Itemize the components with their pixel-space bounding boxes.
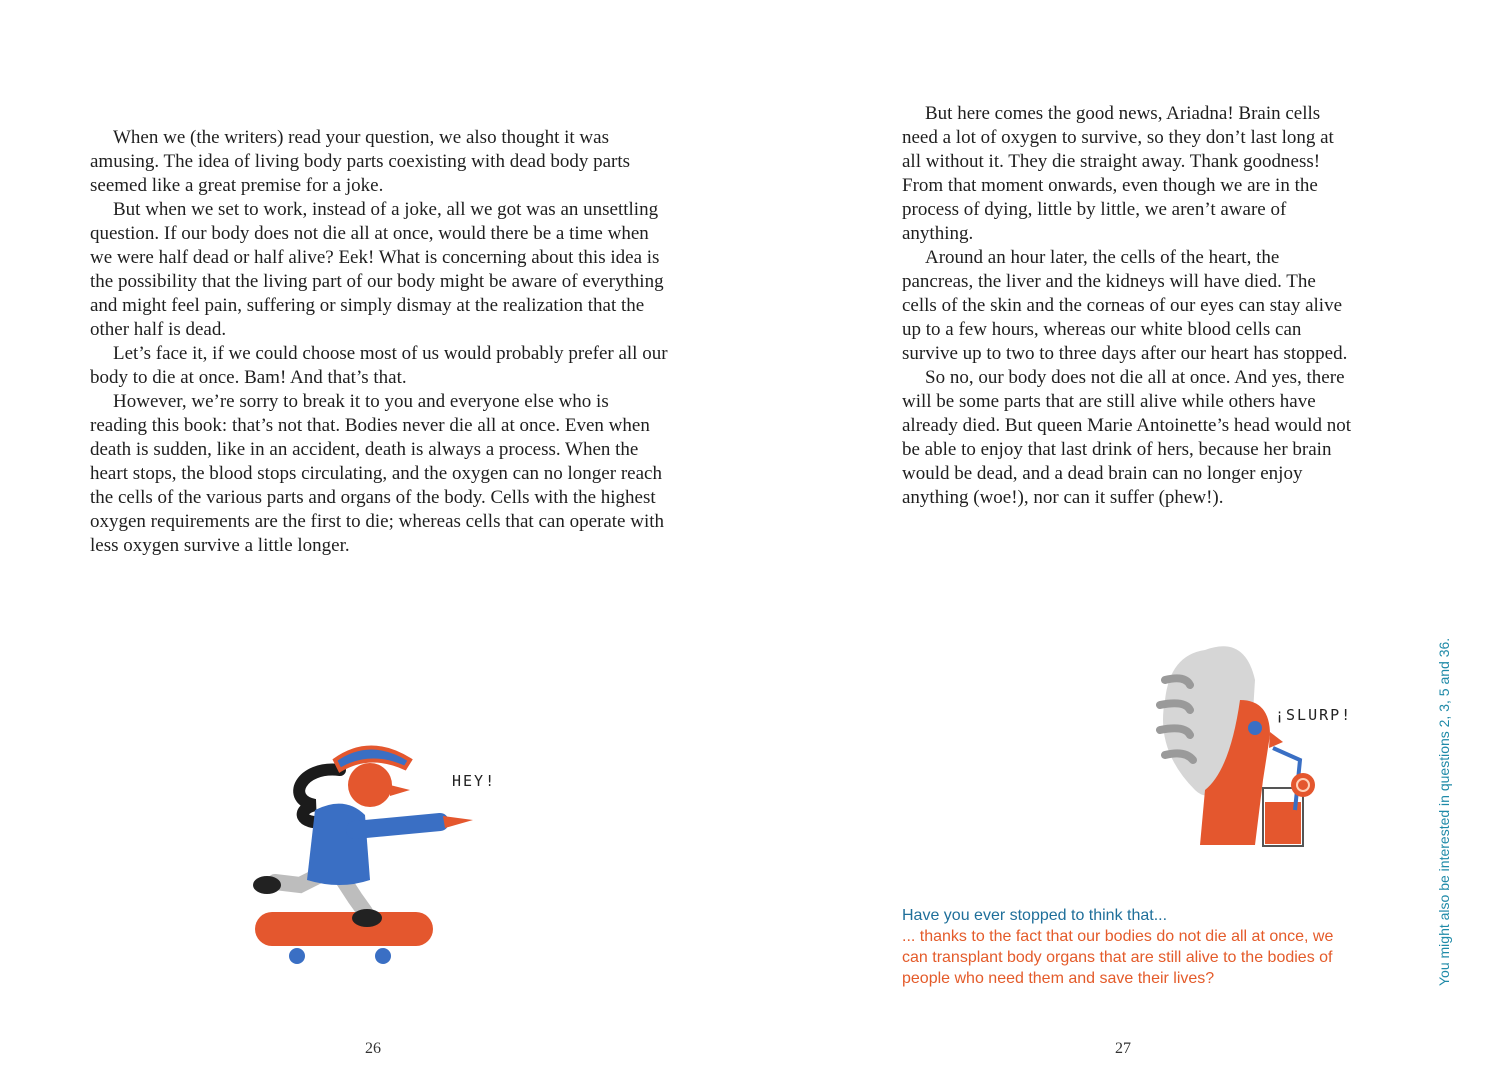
related-questions-note: You might also be interested in questions 2, 3, 5 and 36. bbox=[1436, 637, 1452, 986]
skateboarder-illustration bbox=[245, 730, 505, 970]
paragraph: Let’s face it, if we could choose most of us would probably prefer all our body to die at once. Bam! And that’s that. bbox=[90, 343, 668, 388]
right-body-text bbox=[902, 102, 1352, 510]
page-number: 26 bbox=[365, 1040, 381, 1057]
callout-question: Have you ever stopped to think that... bbox=[902, 907, 1168, 924]
page-number: 27 bbox=[1115, 1040, 1131, 1057]
hey-sound-effect: HEY! bbox=[452, 772, 497, 790]
did-you-know-callout bbox=[902, 905, 1352, 989]
queen-head-illustration bbox=[1145, 640, 1365, 860]
right-page bbox=[750, 0, 1500, 1091]
slurp-sound-effect: ¡SLURP! bbox=[1275, 706, 1353, 724]
paragraph: But here comes the good news, Ariadna! Brain cells need a lot of oxygen to survive, so they don’t last long at all without it. They die straight away. Thank goodness! From that moment onwards, even though we are in the process of dying, little by little, we aren’t aware of anything. bbox=[902, 103, 1334, 244]
paragraph: However, we’re sorry to break it to you and everyone else who is reading this book: that’s not that. Bodies never die all at once. Even when death is sudden, like in an accident, death is always a process. When the heart stops, the blood stops circulating, and the oxygen can no longer reach the cells of the various parts and organs of the body. Cells with the highest oxygen requirements are the first to die; whereas cells that can operate with less oxygen survive a little longer. bbox=[90, 391, 664, 556]
paragraph: So no, our body does not die all at once. And yes, there will be some parts that are still alive while others have already died. But queen Marie Antoinette’s head would not be able to enjoy that last drink of hers, because her brain would be dead, and a dead brain can no longer enjoy anything (woe!), nor can it suffer (phew!). bbox=[902, 367, 1352, 508]
paragraph: Around an hour later, the cells of the heart, the pancreas, the liver and the kidneys will have died. The cells of the skin and the corneas of our eyes can stay alive up to a few hours, whereas our white blood cells can survive up to two to three days after our heart has stopped. bbox=[902, 247, 1348, 364]
callout-answer: ... thanks to the fact that our bodies do not die all at once, we can transplant body organs that are still alive to the bodies of people who need them and save their lives? bbox=[902, 928, 1334, 987]
paragraph: But when we set to work, instead of a joke, all we got was an unsettling question. If our body does not die all at once, would there be a time when we were half dead or half alive? Eek! What is concerning about this idea is the possibility that the living part of our body might be aware of everything and might feel pain, suffering or simply dismay at the realization that the other half is dead. bbox=[90, 199, 664, 340]
paragraph: When we (the writers) read your question, we also thought it was amusing. The idea of living body parts coexisting with dead body parts seemed like a great premise for a joke. bbox=[90, 127, 630, 196]
left-body-text bbox=[90, 126, 670, 558]
